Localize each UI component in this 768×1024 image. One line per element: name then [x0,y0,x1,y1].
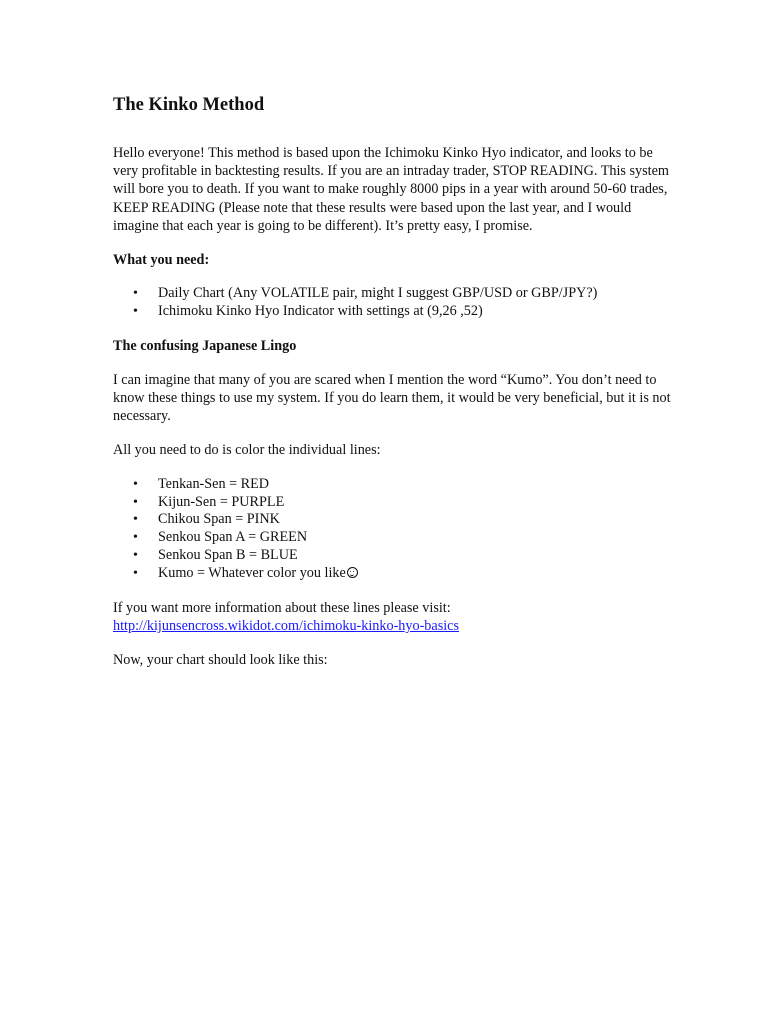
smiley-face-icon [347,567,358,578]
list-item [113,511,673,529]
list-item-text: Chikou Span = PINK [158,511,280,528]
list-item-text: Tenkan-Sen = RED [158,475,270,492]
what-you-need-list [113,285,673,321]
bullet-icon: • [133,286,138,302]
color-intro-paragraph: All you need to do is color the individual lines: [113,442,381,459]
list-item [113,285,673,303]
more-info-link-line [113,617,673,635]
list-item-text: Daily Chart (Any VOLATILE pair, might I suggest GBP/USD or GBP/JPY?) [158,285,598,302]
document-title: The Kinko Method [113,95,265,115]
list-item-text: Ichimoku Kinko Hyo Indicator with settings at (9,26 ,52) [158,302,483,319]
bullet-icon: • [133,512,138,528]
bullet-icon: • [133,566,138,582]
intro-paragraph: Hello everyone! This method is based upon the Ichimoku Kinko Hyo indicator, and looks to be very profitable in backtesting results. If you are an intraday trader, STOP READING. This system will bore you to death. If you want to make roughly 8000 pips in a year with around 50-60 trades, KEEP READING (Please note that these results were based upon the last year, and I would imagine that each year is going to be different). It’s pretty easy, I promise. [113,145,669,234]
list-item [113,476,673,494]
bullet-icon: • [133,548,138,564]
list-item-text: Kijun-Sen = PURPLE [158,493,285,510]
bullet-icon: • [133,303,138,319]
more-info-text: If you want more information about these lines please visit: [113,600,451,617]
list-item [113,565,673,583]
what-you-need-heading: What you need: [113,252,210,269]
bullet-icon: • [133,494,138,510]
list-item [113,303,673,321]
list-item [113,529,673,547]
ichimoku-basics-link[interactable]: http://kijunsencross.wikidot.com/ichimoku-kinko-hyo-basics [113,618,459,635]
list-item-text: Senkou Span B = BLUE [158,547,298,564]
document-page [113,94,673,670]
bullet-icon: • [133,476,138,492]
line-colors-list [113,476,673,583]
list-item-text: Kumo = Whatever color you like [158,565,346,582]
list-item [113,494,673,512]
list-item-text: Senkou Span A = GREEN [158,529,308,546]
bullet-icon: • [133,530,138,546]
lingo-heading: The confusing Japanese Lingo [113,337,297,354]
closing-paragraph: Now, your chart should look like this: [113,652,328,669]
list-item [113,547,673,565]
lingo-paragraph: I can imagine that many of you are scared when I mention the word “Kumo”. You don’t need to know these things to use my system. If you do learn them, it would be very beneficial, but it is not necessary. [113,371,671,425]
